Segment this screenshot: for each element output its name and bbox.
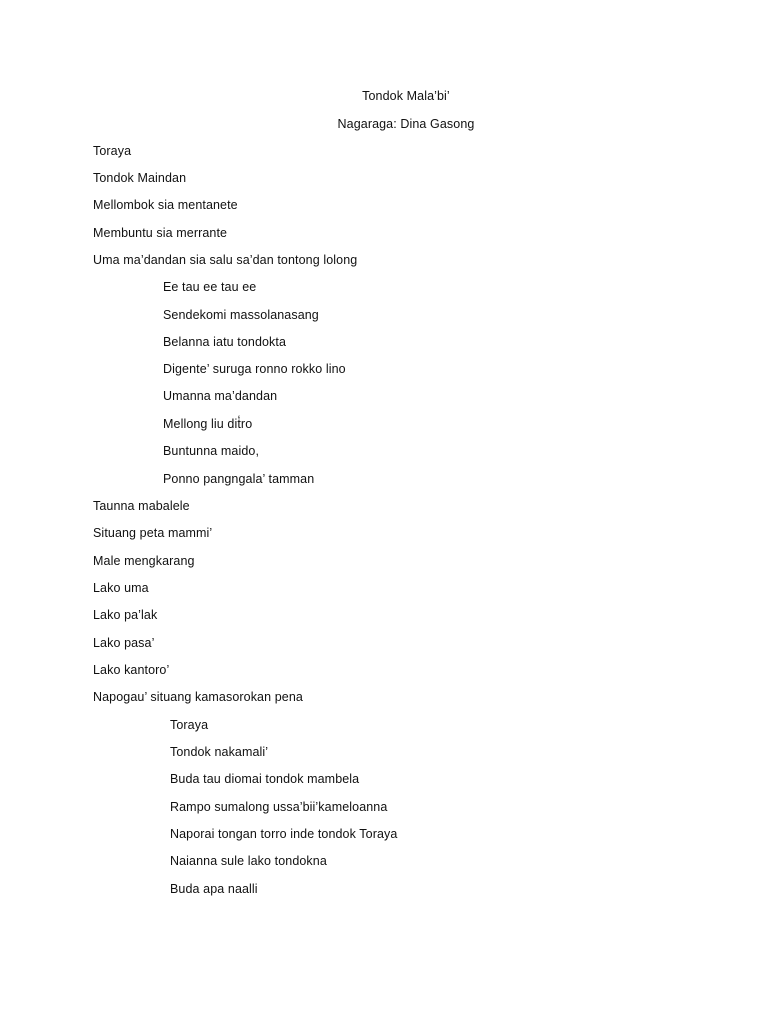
poem-line: Mellombok sia mentanete xyxy=(93,198,238,212)
poem-line: Ee tau ee tau ee xyxy=(163,280,257,294)
poem-line: Toraya xyxy=(93,144,132,158)
poem-line: Situang peta mammi’ xyxy=(93,526,213,540)
document-title: Tondok Mala’bi’ xyxy=(362,89,450,103)
poem-line: Buntunna maido, xyxy=(163,444,260,458)
poem-line: Toraya xyxy=(170,718,209,732)
poem-line: Ponno pangngala’ tamman xyxy=(163,472,315,486)
poem-line: Umanna ma’dandan xyxy=(163,389,278,403)
poem-line: Lako pasa’ xyxy=(93,636,155,650)
poem-line: Buda apa naalli xyxy=(170,882,258,896)
poem-line: Male mengkarang xyxy=(93,554,195,568)
poem-line: Uma ma’dandan sia salu sa’dan tontong lolong xyxy=(93,253,358,267)
poem-line: Lako pa’lak xyxy=(93,608,158,622)
document-subtitle: Nagaraga: Dina Gasong xyxy=(337,117,475,131)
poem-line: Tondok Maindan xyxy=(93,171,187,185)
poem-line: Digente’ suruga ronno rokko lino xyxy=(163,362,346,376)
poem-line: Lako uma xyxy=(93,581,149,595)
poem-line: Rampo sumalong ussa’bii’kameloanna xyxy=(170,800,388,814)
poem-line: Tondok nakamali’ xyxy=(170,745,269,759)
poem-line: Napogau’ situang kamasorokan pena xyxy=(93,690,303,704)
poem-line: Belanna iatu tondokta xyxy=(163,335,287,349)
poem-line: Naporai tongan torro inde tondok Toraya xyxy=(170,827,398,841)
poem-line: Buda tau diomai tondok mambela xyxy=(170,772,360,786)
poem-line: Lako kantoro’ xyxy=(93,663,170,677)
poem-line: Membuntu sia merrante xyxy=(93,226,228,240)
poem-line: Mellong liu dit̒ro xyxy=(163,417,253,431)
poem-line: Sendekomi massolanasang xyxy=(163,308,319,322)
poem-line: Naianna sule lako tondokna xyxy=(170,854,327,868)
poem-line: Taunna mabalele xyxy=(93,499,190,513)
